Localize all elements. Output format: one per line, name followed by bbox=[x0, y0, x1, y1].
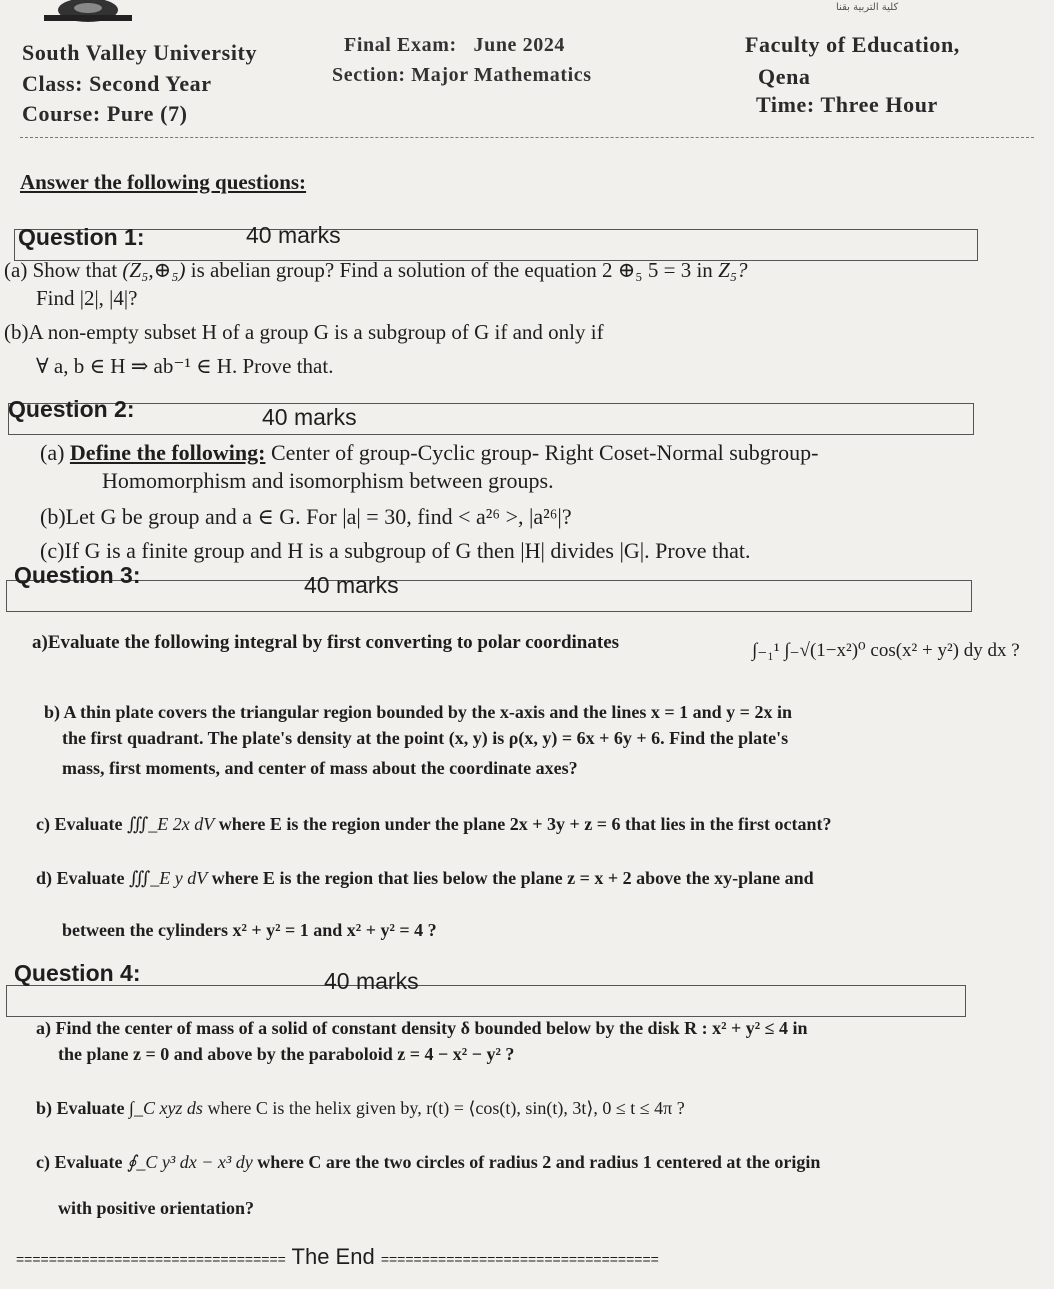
q2-header-box bbox=[8, 403, 974, 435]
q4-header-box bbox=[6, 985, 966, 1017]
q1-part-b bbox=[4, 318, 604, 346]
q1-a-text1: Show that bbox=[32, 258, 123, 282]
q4-a-line2: the plane z = 0 and above by the paraboloid z = 4 − x² − y² ? bbox=[58, 1044, 515, 1064]
faculty-label: Faculty of Education, bbox=[745, 32, 960, 57]
q2-marks: 40 marks bbox=[262, 404, 357, 430]
q4-a-line1: a) Find the center of mass of a solid of constant density δ bounded below by the disk R : x² + y² ≤ 4 in bbox=[36, 1018, 808, 1038]
exam-label: Final Exam: June 2024 bbox=[344, 34, 566, 56]
university-logo bbox=[34, 0, 142, 24]
q3-d-integral: ∭_E y dV bbox=[129, 868, 208, 888]
end-footer bbox=[16, 1244, 659, 1270]
instruction: Answer the following questions: bbox=[20, 170, 307, 194]
q4-b-integral: ∫_C xyz ds bbox=[129, 1098, 203, 1118]
q1-title: Question 1: bbox=[18, 224, 145, 250]
city-label: Qena bbox=[758, 64, 811, 89]
q1-a-line2: Find |2|, |4|? bbox=[36, 286, 138, 310]
q2-c-label: (c) bbox=[40, 538, 65, 563]
q3-d-label: d) Evaluate bbox=[36, 868, 125, 888]
section-label: Section: Major Mathematics bbox=[332, 64, 592, 86]
q2-part-a bbox=[40, 438, 818, 468]
q3-part-c bbox=[36, 812, 832, 836]
q1-a-text3: in bbox=[691, 258, 719, 282]
q3-b-line1: b) A thin plate covers the triangular region bounded by the x-axis and the lines x = 1 and y = 2x in bbox=[44, 702, 792, 722]
q3-header-box bbox=[6, 580, 972, 612]
university-name: South Valley University bbox=[22, 40, 258, 65]
q3-a-integral: ∫₋₁¹ ∫₋√(1−x²)⁰ cos(x² + y²) dy dx ? bbox=[752, 640, 1020, 661]
q4-b-rest: where C is the helix given by, r(t) = ⟨cos(t), sin(t), 3t⟩, 0 ≤ t ≤ 4π ? bbox=[207, 1098, 685, 1118]
q1-a-group: (Z₅,⊕₅) bbox=[122, 258, 186, 282]
q2-part-b bbox=[40, 502, 572, 532]
q4-part-c bbox=[36, 1150, 820, 1174]
q3-marks: 40 marks bbox=[304, 572, 399, 598]
q4-title: Question 4: bbox=[14, 960, 141, 986]
q2-a-line2: Homomorphism and isomorphism between groups. bbox=[102, 468, 554, 493]
q2-b-label: (b) bbox=[40, 504, 66, 529]
q2-c-text: If G is a finite group and H is a subgroup of G then |H| divides |G|. Prove that. bbox=[64, 538, 751, 563]
time-label: Time: Three Hour bbox=[756, 92, 938, 117]
q1-marks: 40 marks bbox=[246, 222, 341, 248]
q3-title: Question 3: bbox=[14, 562, 141, 588]
q1-b-label: (b) bbox=[4, 320, 29, 344]
q4-part-b bbox=[36, 1096, 685, 1120]
q4-c-label: c) Evaluate bbox=[36, 1152, 123, 1172]
q4-c-rest: where C are the two circles of radius 2 and radius 1 centered at the origin bbox=[257, 1152, 821, 1172]
q2-a-label: (a) bbox=[40, 440, 65, 465]
q4-b-label: b) Evaluate bbox=[36, 1098, 125, 1118]
q3-c-label: c) Evaluate bbox=[36, 814, 123, 834]
header-divider bbox=[20, 137, 1034, 138]
q3-c-integral: ∭_E 2x dV bbox=[126, 814, 215, 834]
end-rule-left: ================================= bbox=[16, 1251, 286, 1267]
q2-title: Question 2: bbox=[8, 396, 135, 422]
q2-a-define: Define the following: bbox=[69, 440, 266, 465]
q2-part-c bbox=[40, 536, 750, 566]
q1-a-label: (a) bbox=[4, 258, 28, 282]
q3-d-rest: where E is the region that lies below the plane z = x + 2 above the xy-plane and bbox=[211, 868, 814, 888]
q2-b-text: Let G be group and a ∈ G. For |a| = 30, find < a²⁶ >, |a²⁶|? bbox=[65, 504, 572, 529]
q1-a-set: Z₅? bbox=[718, 258, 748, 282]
q4-marks: 40 marks bbox=[324, 968, 419, 994]
q3-a-text: a)Evaluate the following integral by first converting to polar coordinates bbox=[32, 632, 620, 653]
end-rule-right: ================================== bbox=[380, 1251, 659, 1267]
q1-b-text1: A non-empty subset H of a group G is a subgroup of G if and only if bbox=[28, 320, 604, 344]
arabic-top-note: كلية التربية بقنا bbox=[836, 2, 899, 13]
q1-b-line2: ∀ a, b ∈ H ⇒ ab⁻¹ ∈ H. Prove that. bbox=[36, 354, 334, 378]
q1-a-eq: 2 ⊕₅ 5 = 3 bbox=[601, 258, 692, 282]
q4-c-integral: ∮_C y³ dx − x³ dy bbox=[126, 1152, 253, 1172]
q1-part-a bbox=[4, 256, 748, 284]
q1-a-text2: is abelian group? Find a solution of the equation bbox=[185, 258, 602, 282]
q2-a-rest: Center of group-Cyclic group- Right Coset-Normal subgroup- bbox=[265, 440, 819, 465]
q4-c-line2: with positive orientation? bbox=[58, 1198, 254, 1218]
class-label: Class: Second Year bbox=[22, 71, 212, 96]
q3-b-line3: mass, first moments, and center of mass about the coordinate axes? bbox=[62, 758, 578, 778]
q3-b-line2: the first quadrant. The plate's density at the point (x, y) is ρ(x, y) = 6x + 6y + 6. Find the plate's bbox=[62, 728, 789, 748]
course-label: Course: Pure (7) bbox=[22, 101, 188, 126]
q3-d-line2: between the cylinders x² + y² = 1 and x² + y² = 4 ? bbox=[62, 920, 437, 940]
q3-part-d bbox=[36, 866, 814, 890]
q3-c-rest: where E is the region under the plane 2x + 3y + z = 6 that lies in the first octant? bbox=[218, 814, 832, 834]
end-text: The End bbox=[291, 1244, 375, 1269]
